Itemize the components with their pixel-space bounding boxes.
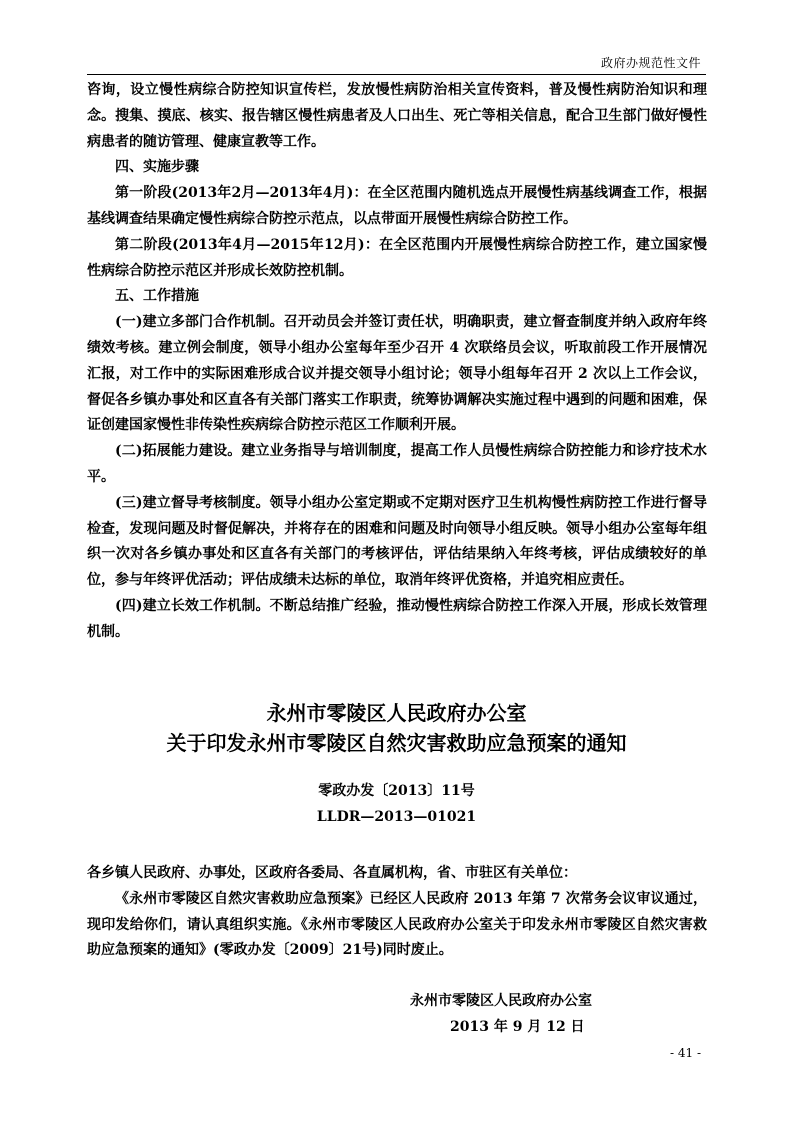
section-heading-measures: 五、工作措施 — [115, 288, 199, 305]
notice-body — [87, 861, 707, 964]
signature-block — [410, 988, 592, 1040]
notice-title-line-1: 永州市零陵区人民政府办公室 — [266, 701, 527, 725]
notice-title — [0, 698, 793, 758]
header-rule — [87, 74, 706, 75]
measure-4: (四)建立长效工作机制。不断总结推广经验，推动慢性病综合防控工作深入开展，形成长效管理机制。 — [87, 597, 707, 640]
document-number: 零政办发〔2013〕11号 — [318, 783, 475, 799]
continued-paragraph: 咨询，设立慢性病综合防控知识宣传栏，发放慢性病防治相关宣传资料，普及慢性病防治知识和理念。搜集、摸底、核实、报告辖区慢性病患者及人口出生、死亡等相关信息，配合卫生部门做好慢性病患者的随访管理、健康宣教等工作。 — [87, 82, 707, 150]
notice-title-line-2: 关于印发永州市零陵区自然灾害救助应急预案的通知 — [166, 731, 627, 755]
measure-3: (三)建立督导考核制度。领导小组办公室定期或不定期对医疗卫生机构慢性病防控工作进行督导检查，发现问题及时督促解决，并将存在的困难和问题及时向领导小组反映。领导小组办公室每年组织一次对各乡镇办事处和区直各有关部门的考核评估，评估结果纳入年终考核，评估成绩较好的单位，参与年终评优活动；评估成绩未达标的单位，取消年终评优资格，并追究相应责任。 — [87, 494, 707, 589]
document-numbers — [0, 778, 793, 830]
section-heading-steps: 四、实施步骤 — [115, 159, 199, 176]
notice-content: 《永州市零陵区自然灾害救助应急预案》已经区人民政府 2013 年第 7 次常务会议审议通过，现印发给你们，请认真组织实施。《永州市零陵区人民政府办公室关于印发永州市零陵区自然灾害救助应急预案的通知》(零政办发〔2009〕21号)同时废止。 — [87, 890, 707, 959]
step-phase-2: 第二阶段(2013年4月—2015年12月)：在全区范围内开展慢性病综合防控工作，建立国家慢性病综合防控示范区并形成长效防控机制。 — [87, 236, 707, 279]
signature-date: 2013 年 9 月 12 日 — [450, 1019, 585, 1035]
signature-organization: 永州市零陵区人民政府办公室 — [410, 993, 592, 1009]
main-body — [87, 78, 707, 646]
registration-number: LLDR—2013—01021 — [316, 809, 477, 825]
measure-2: (二)拓展能力建设。建立业务指导与培训制度，提高工作人员慢性病综合防控能力和诊疗技术水平。 — [87, 443, 707, 485]
step-phase-1: 第一阶段(2013年2月—2013年4月)：在全区范围内随机选点开展慢性病基线调查工作，根据基线调查结果确定慢性病综合防控示范点，以点带面开展慢性病综合防控工作。 — [87, 185, 707, 227]
notice-addressee: 各乡镇人民政府、办事处，区政府各委局、各直属机构，省、市驻区有关单位： — [87, 865, 577, 881]
page-number: - 41 - — [669, 1046, 701, 1060]
measure-1: (一)建立多部门合作机制。召开动员会并签订责任状，明确职责，建立督查制度并纳入政府年终绩效考核。建立例会制度，领导小组办公室每年至少召开 4 次联络员会议，听取前段工作开展情况汇报，对工作中的实际困难形成合议并提交领导小组讨论；领导小组每年召开 2 次以上工作会议，督促各乡镇办事处和区直各有关部门落实工作职责，统筹协调解决实施过程中遇到的问题和困难，保证创建国家慢性非传染性疾病综合防控示范区工作顺利开展。 — [87, 314, 707, 434]
header-label: 政府办规范性文件 — [600, 56, 701, 70]
